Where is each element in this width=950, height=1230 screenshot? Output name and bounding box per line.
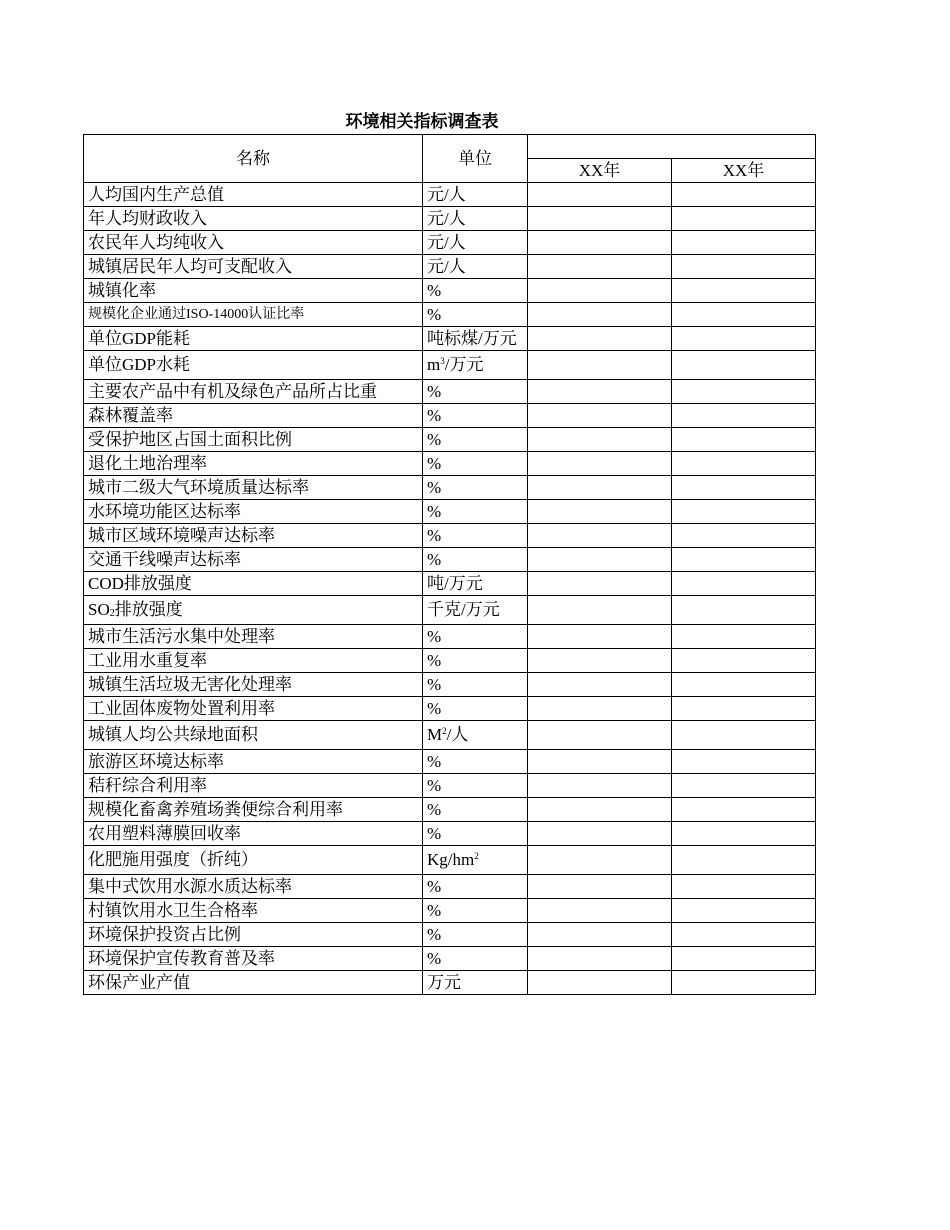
indicator-unit: % <box>423 428 528 452</box>
year-1-value[interactable] <box>528 351 672 380</box>
indicator-name: 人均国内生产总值 <box>84 183 423 207</box>
table-row <box>84 846 816 875</box>
indicator-unit: $M^2/$人 <box>423 721 528 750</box>
table-row <box>84 380 816 404</box>
year-2-value[interactable] <box>672 697 816 721</box>
year-1-value[interactable] <box>528 207 672 231</box>
year-2-value[interactable] <box>672 476 816 500</box>
indicator-name: 城镇人均公共绿地面积 <box>84 721 423 750</box>
indicator-unit: % <box>423 524 528 548</box>
year-1-value[interactable] <box>528 255 672 279</box>
indicator-name: 交通干线噪声达标率 <box>84 548 423 572</box>
indicator-name: 旅游区环境达标率 <box>84 750 423 774</box>
indicator-unit: % <box>423 947 528 971</box>
year-2-value[interactable] <box>672 923 816 947</box>
table-row <box>84 548 816 572</box>
table-row <box>84 327 816 351</box>
table-row <box>84 351 816 380</box>
year-1-value[interactable] <box>528 524 672 548</box>
year-1-value[interactable] <box>528 923 672 947</box>
year-2-value[interactable] <box>672 452 816 476</box>
indicator-unit: 吨/万元 <box>423 572 528 596</box>
year-1-value[interactable] <box>528 971 672 995</box>
indicator-name: 规模化畜禽养殖场粪便综合利用率 <box>84 798 423 822</box>
year-2-value[interactable] <box>672 380 816 404</box>
table-row <box>84 279 816 303</box>
year-1-value[interactable] <box>528 380 672 404</box>
table-row <box>84 822 816 846</box>
year-2-value[interactable] <box>672 875 816 899</box>
table-title: 环境相关指标调查表 <box>345 112 499 131</box>
indicator-unit: % <box>423 673 528 697</box>
table-row <box>84 899 816 923</box>
indicator-name: 城市区域环境噪声达标率 <box>84 524 423 548</box>
year-2-value[interactable] <box>672 572 816 596</box>
table-row <box>84 303 816 327</box>
year-2-value[interactable] <box>672 947 816 971</box>
table-row <box>84 524 816 548</box>
year-2-value[interactable] <box>672 404 816 428</box>
indicator-unit: % <box>423 625 528 649</box>
indicator-name: 年人均财政收入 <box>84 207 423 231</box>
indicator-name: COD排放强度 <box>84 572 423 596</box>
indicator-name: 环境保护投资占比例 <box>84 923 423 947</box>
indicator-unit: % <box>423 923 528 947</box>
year-2-value[interactable] <box>672 625 816 649</box>
table-row <box>84 428 816 452</box>
year-1-value[interactable] <box>528 404 672 428</box>
year-1-value[interactable] <box>528 476 672 500</box>
table-row <box>84 500 816 524</box>
indicator-unit: 元/人 <box>423 207 528 231</box>
indicator-unit: % <box>423 380 528 404</box>
year-1-value[interactable] <box>528 697 672 721</box>
year-2-value[interactable] <box>672 846 816 875</box>
indicator-name: 单位GDP能耗 <box>84 327 423 351</box>
year-1-value[interactable] <box>528 625 672 649</box>
year-1-value[interactable] <box>528 183 672 207</box>
year-1-value[interactable] <box>528 798 672 822</box>
year-2-value[interactable] <box>672 899 816 923</box>
year-1-value[interactable] <box>528 279 672 303</box>
year-2-value[interactable] <box>672 649 816 673</box>
indicator-unit: % <box>423 899 528 923</box>
indicator-unit: % <box>423 303 528 327</box>
indicator-unit: % <box>423 279 528 303</box>
table-row <box>84 572 816 596</box>
table-row <box>84 721 816 750</box>
year-2-value[interactable] <box>672 750 816 774</box>
indicator-unit: % <box>423 500 528 524</box>
indicator-name: 规模化企业通过ISO-14000认证比率 <box>84 303 423 327</box>
indicator-name: 秸秆综合利用率 <box>84 774 423 798</box>
table-row <box>84 774 816 798</box>
indicator-unit: % <box>423 476 528 500</box>
year-1-value[interactable] <box>528 875 672 899</box>
indicator-name: 主要农产品中有机及绿色产品所占比重 <box>84 380 423 404</box>
year-2-value[interactable] <box>672 774 816 798</box>
year-1-value[interactable] <box>528 327 672 351</box>
year-2-value[interactable] <box>672 822 816 846</box>
table-row <box>84 875 816 899</box>
year-1-value[interactable] <box>528 572 672 596</box>
year-2-value[interactable] <box>672 183 816 207</box>
indicator-unit: % <box>423 798 528 822</box>
table-row <box>84 596 816 625</box>
year-2-value[interactable] <box>672 231 816 255</box>
year-1-value[interactable] <box>528 947 672 971</box>
year-1-value[interactable] <box>528 500 672 524</box>
year-1-value[interactable] <box>528 596 672 625</box>
year-2-value[interactable] <box>672 428 816 452</box>
indicator-unit: 元/人 <box>423 231 528 255</box>
indicator-name: 集中式饮用水源水质达标率 <box>84 875 423 899</box>
table-row <box>84 231 816 255</box>
indicator-unit: % <box>423 452 528 476</box>
year-2-value[interactable] <box>672 327 816 351</box>
year-1-value[interactable] <box>528 846 672 875</box>
table-row <box>84 255 816 279</box>
year-2-value[interactable] <box>672 596 816 625</box>
indicator-unit: 元/人 <box>423 255 528 279</box>
indicator-unit: % <box>423 548 528 572</box>
indicator-name: 工业用水重复率 <box>84 649 423 673</box>
year-1-value[interactable] <box>528 774 672 798</box>
indicator-name: 城市二级大气环境质量达标率 <box>84 476 423 500</box>
year-2-value[interactable] <box>672 548 816 572</box>
header-year-1: XX年 <box>528 159 672 183</box>
year-2-value[interactable] <box>672 279 816 303</box>
header-year-2: XX年 <box>672 159 816 183</box>
table-row <box>84 404 816 428</box>
indicator-name: 农民年人均纯收入 <box>84 231 423 255</box>
indicator-unit: % <box>423 697 528 721</box>
indicator-name: 城镇生活垃圾无害化处理率 <box>84 673 423 697</box>
indicator-name: 工业固体废物处置利用率 <box>84 697 423 721</box>
indicator-name: 村镇饮用水卫生合格率 <box>84 899 423 923</box>
table-row <box>84 798 816 822</box>
table-row <box>84 971 816 995</box>
year-1-value[interactable] <box>528 822 672 846</box>
indicator-name: 城镇化率 <box>84 279 423 303</box>
table-row <box>84 452 816 476</box>
table-row <box>84 750 816 774</box>
table-row <box>84 207 816 231</box>
indicator-unit: $Kg/hm^2$ <box>423 846 528 875</box>
header-unit: 单位 <box>423 135 528 183</box>
year-1-value[interactable] <box>528 303 672 327</box>
indicator-name: 水环境功能区达标率 <box>84 500 423 524</box>
year-1-value[interactable] <box>528 231 672 255</box>
year-1-value[interactable] <box>528 452 672 476</box>
indicator-unit: % <box>423 649 528 673</box>
indicator-name: 农用塑料薄膜回收率 <box>84 822 423 846</box>
table-row <box>84 923 816 947</box>
indicator-name: 受保护地区占国土面积比例 <box>84 428 423 452</box>
indicator-unit: % <box>423 822 528 846</box>
indicator-unit: % <box>423 774 528 798</box>
table-row <box>84 476 816 500</box>
year-2-value[interactable] <box>672 524 816 548</box>
year-2-value[interactable] <box>672 255 816 279</box>
year-1-value[interactable] <box>528 649 672 673</box>
year-2-value[interactable] <box>672 721 816 750</box>
indicator-name: $SO_2$排放强度 <box>84 596 423 625</box>
indicator-unit: 元/人 <box>423 183 528 207</box>
indicator-name: 城镇居民年人均可支配收入 <box>84 255 423 279</box>
indicator-unit: % <box>423 404 528 428</box>
year-1-value[interactable] <box>528 673 672 697</box>
year-2-value[interactable] <box>672 798 816 822</box>
year-2-value[interactable] <box>672 971 816 995</box>
table-row <box>84 183 816 207</box>
table-row <box>84 649 816 673</box>
year-1-value[interactable] <box>528 548 672 572</box>
indicator-unit: 千克/万元 <box>423 596 528 625</box>
table-row <box>84 625 816 649</box>
indicator-name: 化肥施用强度（折纯） <box>84 846 423 875</box>
table-row <box>84 673 816 697</box>
indicator-name: 森林覆盖率 <box>84 404 423 428</box>
year-2-value[interactable] <box>672 673 816 697</box>
year-1-value[interactable] <box>528 750 672 774</box>
table-row <box>84 947 816 971</box>
year-2-value[interactable] <box>672 500 816 524</box>
indicator-name: 单位GDP水耗 <box>84 351 423 380</box>
year-2-value[interactable] <box>672 303 816 327</box>
header-year-group <box>528 135 816 159</box>
table-body <box>84 183 816 995</box>
header-name: 名称 <box>84 135 423 183</box>
year-1-value[interactable] <box>528 721 672 750</box>
indicator-name: 城市生活污水集中处理率 <box>84 625 423 649</box>
indicator-unit: 万元 <box>423 971 528 995</box>
indicator-name: 退化土地治理率 <box>84 452 423 476</box>
indicator-name: 环保产业产值 <box>84 971 423 995</box>
year-2-value[interactable] <box>672 207 816 231</box>
indicator-table <box>83 134 816 995</box>
year-2-value[interactable] <box>672 351 816 380</box>
indicator-unit: $m^3/$万元 <box>423 351 528 380</box>
year-1-value[interactable] <box>528 428 672 452</box>
year-1-value[interactable] <box>528 899 672 923</box>
table-row <box>84 697 816 721</box>
indicator-unit: % <box>423 750 528 774</box>
indicator-unit: % <box>423 875 528 899</box>
indicator-name: 环境保护宣传教育普及率 <box>84 947 423 971</box>
indicator-unit: 吨标煤/万元 <box>423 327 528 351</box>
